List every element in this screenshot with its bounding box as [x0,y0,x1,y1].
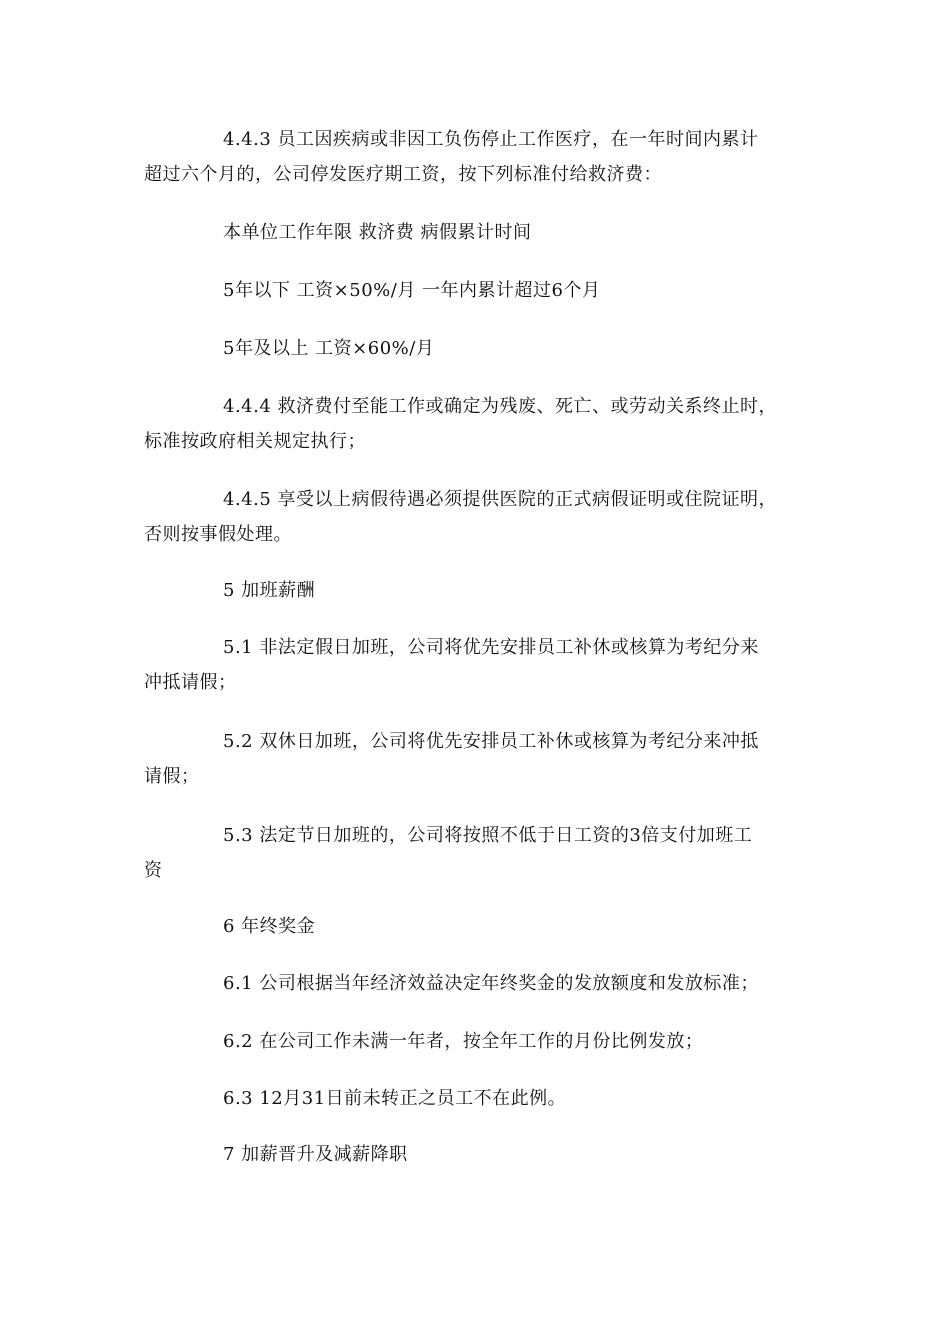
clause-4-4-5-line-2: 否则按事假处理。 [144,524,292,545]
clause-5-2-line-1: 5.2 双休日加班，公司将优先安排员工补休或核算为考纪分来冲抵 [223,731,759,752]
clause-5-3-line-2: 资 [144,860,163,881]
table-row-under-5-years: 5年以下 工资×50%/月 一年内累计超过6个月 [223,280,601,301]
clause-6-1: 6.1 公司根据当年经济效益决定年终奖金的发放额度和发放标准； [223,973,759,994]
clause-5-3-line-1: 5.3 法定节日加班的，公司将按照不低于日工资的3倍支付加班工 [223,825,753,846]
table-header-line: 本单位工作年限 救济费 病假累计时间 [223,222,532,243]
clause-5-2-line-2: 请假； [144,766,200,787]
clause-6-2: 6.2 在公司工作未满一年者，按全年工作的月份比例发放； [223,1031,704,1052]
table-row-5-years-plus: 5年及以上 工资×60%/月 [223,338,435,359]
section-5-heading: 5 加班薪酬 [223,580,316,601]
clause-4-4-4-line-2: 标准按政府相关规定执行； [144,431,366,452]
clause-6-3: 6.3 12月31日前未转正之员工不在此例。 [223,1088,567,1109]
clause-4-4-4-line-1: 4.4.4 救济费付至能工作或确定为残废、死亡、或劳动关系终止时， [223,396,778,417]
section-7-heading: 7 加薪晋升及减薪降职 [223,1144,408,1165]
clause-4-4-5-line-1: 4.4.5 享受以上病假待遇必须提供医院的正式病假证明或住院证明， [223,489,778,510]
clause-5-1-line-2: 冲抵请假； [144,672,237,693]
clause-4-4-3-line-1: 4.4.3 员工因疾病或非因工负伤停止工作医疗，在一年时间内累计 [223,129,759,150]
clause-5-1-line-1: 5.1 非法定假日加班，公司将优先安排员工补休或核算为考纪分来 [223,637,759,658]
clause-4-4-3-line-2: 超过六个月的，公司停发医疗期工资，按下列标准付给救济费： [144,164,662,185]
section-6-heading: 6 年终奖金 [223,916,316,937]
